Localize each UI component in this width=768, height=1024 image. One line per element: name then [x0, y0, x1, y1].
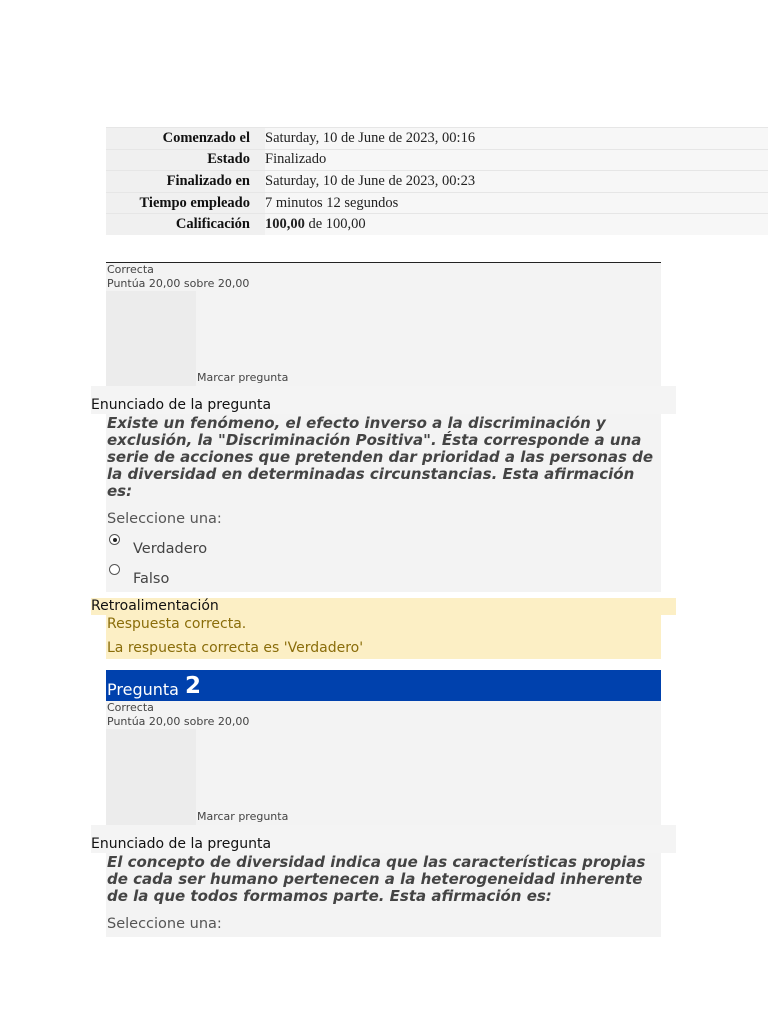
- grade-max: de 100,00: [304, 216, 366, 233]
- summary-value: [265, 214, 768, 235]
- info-column: [106, 291, 196, 386]
- question-number: 2: [184, 673, 201, 699]
- summary-value: 7 minutos 12 segundos: [265, 192, 768, 214]
- question-text: El concepto de diversidad indica que las características propias de cada ser humano pertenecen a la heterogeneidad inherente de la que todos formamos parte. Esta afirmación es:: [107, 853, 646, 905]
- summary-value: Saturday, 10 de June de 2023, 00:16: [265, 128, 768, 150]
- question-2-content: [106, 853, 661, 937]
- option-label[interactable]: Verdadero: [133, 541, 208, 557]
- radio-verdadero[interactable]: [109, 534, 120, 545]
- option-falso[interactable]: [107, 562, 661, 588]
- summary-row: [106, 171, 768, 193]
- summary-label: Comenzado el: [106, 128, 265, 150]
- question-2-info: [106, 701, 661, 825]
- flag-question-link[interactable]: Marcar pregunta: [197, 371, 289, 384]
- option-verdadero[interactable]: [107, 532, 661, 558]
- question-1-info: [106, 263, 661, 386]
- feedback-header: Retroalimentación: [91, 598, 676, 615]
- attempt-summary-table: [106, 127, 768, 235]
- info-column: [106, 729, 196, 825]
- feedback-result: Respuesta correcta.: [107, 616, 247, 632]
- question-1-content: [106, 414, 661, 592]
- summary-label: Finalizado en: [106, 171, 265, 193]
- summary-row: [106, 192, 768, 214]
- statement-header-label: Enunciado de la pregunta: [91, 836, 272, 852]
- statement-header-label: Enunciado de la pregunta: [91, 397, 272, 413]
- flag-question-link[interactable]: Marcar pregunta: [197, 810, 289, 823]
- question-status: Correcta: [107, 263, 154, 276]
- radio-falso[interactable]: [109, 564, 120, 575]
- question-2-header: [106, 670, 661, 701]
- question-score: Puntúa 20,00 sobre 20,00: [107, 277, 250, 290]
- statement-header: [91, 386, 676, 414]
- summary-value: Saturday, 10 de June de 2023, 00:23: [265, 171, 768, 193]
- summary-row: [106, 128, 768, 150]
- question-status: Correcta: [107, 701, 154, 714]
- question-text: Existe un fenómeno, el efecto inverso a la discriminación y exclusión, la "Discriminación Positiva". Ésta corresponde a una serie de acciones que pretenden dar prioridad a las personas de la diversidad en determinadas circunstancias. Esta afirmación es:: [107, 414, 654, 500]
- grade-value: 100,00: [265, 216, 305, 233]
- summary-label: Estado: [106, 149, 265, 171]
- summary-value: Finalizado: [265, 149, 768, 171]
- select-prompt: Seleccione una:: [107, 916, 222, 932]
- summary-label: Calificación: [106, 214, 265, 235]
- option-label[interactable]: Falso: [133, 571, 170, 587]
- select-prompt: Seleccione una:: [107, 511, 222, 527]
- summary-label: Tiempo empleado: [106, 192, 265, 214]
- feedback-answer: La respuesta correcta es 'Verdadero': [107, 640, 364, 656]
- summary-row: [106, 149, 768, 171]
- feedback-box: [106, 615, 661, 659]
- statement-header: [91, 825, 676, 853]
- question-title: Pregunta: [107, 680, 179, 699]
- question-score: Puntúa 20,00 sobre 20,00: [107, 715, 250, 728]
- summary-row: [106, 214, 768, 235]
- questions-container: [91, 262, 676, 937]
